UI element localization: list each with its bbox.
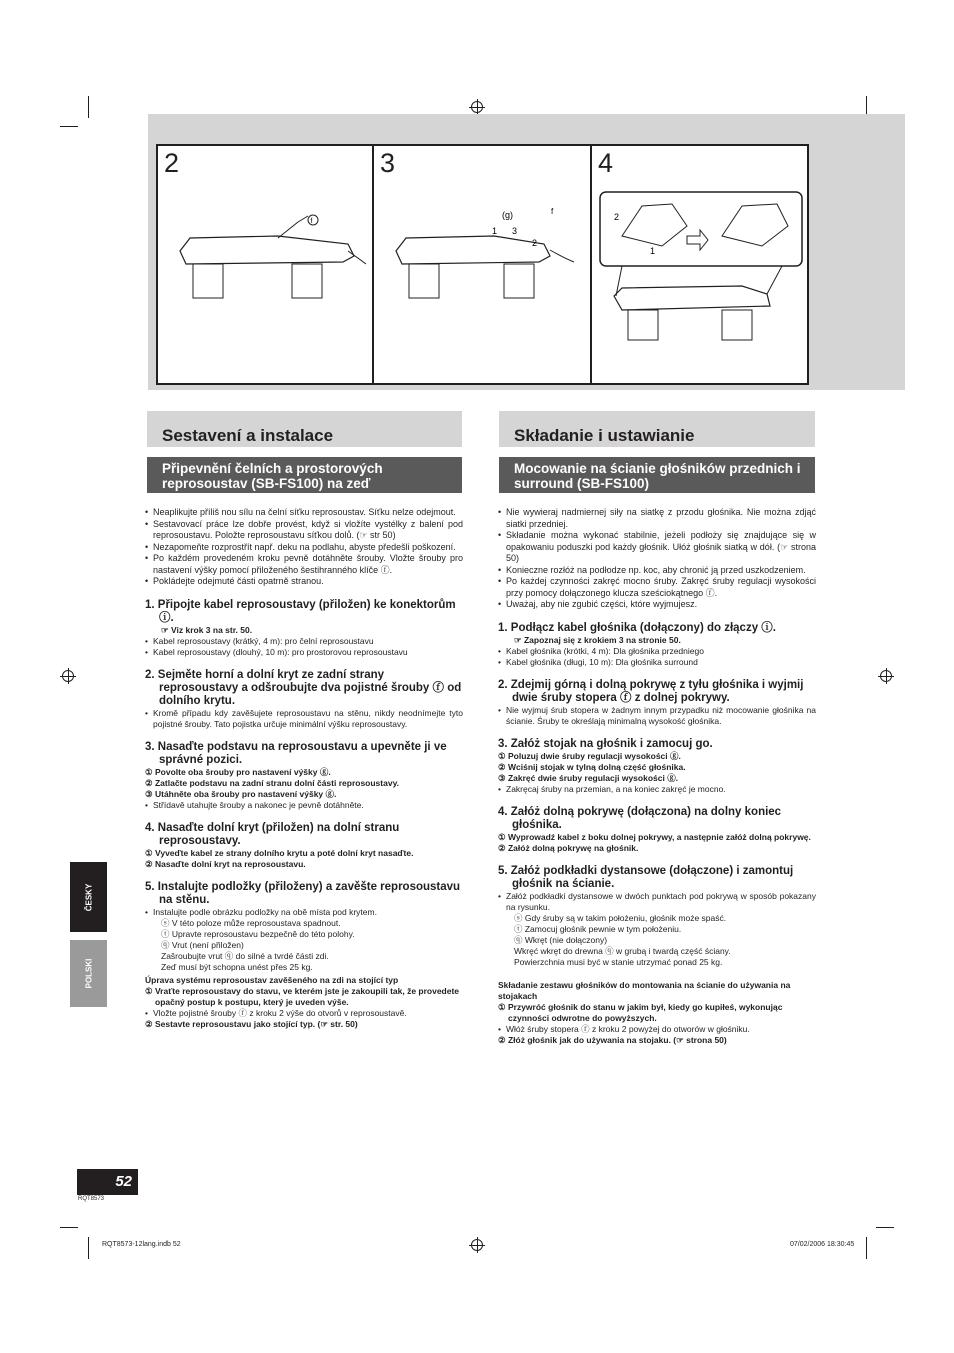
subsection-title-left: Připevnění čelních a prostorových reprosoustav (SB-FS100) na zeď <box>147 457 462 493</box>
speaker-illustration <box>592 146 809 383</box>
restore-item: ① Przywróć głośnik do stanu w jakim był, kiedy go kupiłeś, wykonując czynności odwrotne do powyższych. <box>498 1001 783 1023</box>
step-item: ③ Utáhněte oba šrouby pro nastavení výšky ⓖ. <box>145 788 337 799</box>
step-title: 1. Podłącz kabel głośnika (dołączony) do złączy ⓘ. <box>498 621 776 634</box>
step-line: ⓣ Zamocuj głośnik pewnie w tym położeniu. <box>514 923 682 934</box>
column-right <box>498 507 816 1046</box>
restore-bullet: • Włóż śruby stopera ⓕ z kroku 2 powyżej do otworów w głośniku. <box>498 1024 816 1035</box>
step-item: ① Wyprowadź kabel z boku dolnej pokrywy, a następnie załóż dolną pokrywę. <box>498 831 811 842</box>
panel-number: 4 <box>598 148 614 178</box>
step-line: ⓢ Gdy śruby są w takim położeniu, głośnik może spaść. <box>514 912 727 923</box>
note-item: • Po każdej czynności zakręć mocno śruby. Zakręć śruby regulacji wysokości przy pomocy dołączonego klucza sześciokątnego ⓕ. <box>498 576 816 599</box>
step-title: 5. Załóż podkładki dystansowe (dołączone) i zamontuj głośnik na ścianie. <box>498 864 794 890</box>
figure-panel-2 <box>158 146 374 383</box>
step-line: ⓠ Wkręt (nie dołączony) <box>514 934 608 945</box>
step-bullet: • Kabel reprosoustavy (dlouhý, 10 m): pro prostorovou reprosoustavu <box>145 647 463 658</box>
registration-mark-icon <box>471 101 483 113</box>
step-line: Zeď musí být schopna unést přes 25 kg. <box>161 961 313 972</box>
step-bullet: • Nie wyjmuj śrub stopera w żadnym innym przypadku niż mocowanie głośnika na ścianie. Śruby te określają minimalną wysokość głośnika. <box>498 705 816 727</box>
speaker-illustration <box>158 146 372 383</box>
subsection-title-right: Mocowanie na ścianie głośników przednich i surround (SB-FS100) <box>499 457 815 493</box>
speaker-illustration <box>374 146 590 383</box>
panel-number: 3 <box>380 148 396 178</box>
step-title: 3. Załóż stojak na głośnik i zamocuj go. <box>498 737 713 750</box>
crop-mark <box>88 1237 89 1259</box>
file-info: RQT8573-12lang.indb 52 <box>102 1241 181 1248</box>
note-item: • Uważaj, aby nie zgubić części, które wyjmujesz. <box>498 599 816 611</box>
callout-label: f <box>551 207 554 216</box>
crop-mark <box>60 1227 78 1228</box>
note-item: • Neaplikujte příliš nou sílu na čelní síťku reprosoustav. Síťku nelze odejmout. <box>145 507 463 519</box>
note-item: • Pokládejte odejmuté části opatrně stranou. <box>145 576 463 588</box>
step-bullet: • Instalujte podle obrázku podložky na obě místa pod krytem. <box>145 907 463 918</box>
date-time: 07/02/2006 18:30:45 <box>790 1241 855 1248</box>
language-tab-label: POLSKI <box>84 958 93 989</box>
step-bullet: • Střídavě utahujte šrouby a nakonec je pevně dotáhněte. <box>145 800 463 811</box>
step-title: 1. Připojte kabel reprosoustavy (přiložen) ke konektorům ⓘ. <box>145 598 456 624</box>
panel-number: 2 <box>164 148 180 178</box>
step-line: Powierzchnia musi być w stanie utrzymać ponad 25 kg. <box>514 956 723 967</box>
step-item: ② Załóż dolną pokrywę na głośnik. <box>498 842 639 853</box>
callout-label: (g) <box>502 210 513 220</box>
step-reference: ☞ Viz krok 3 na str. 50. <box>161 624 253 635</box>
note-item: • Konieczne rozłóż na podłodze np. koc, aby chronić ją przed uszkodzeniem. <box>498 565 816 577</box>
figure-panel-3 <box>374 146 592 383</box>
callout-label: 2 <box>532 238 538 248</box>
column-left <box>145 507 463 1030</box>
note-item: • Sestavovací práce lze dobře provést, když si vložíte vystélky z balení pod reprosoustavu. Položte reprosoustavu síťkou dolů. (☞ str 50) <box>145 519 463 542</box>
crop-mark <box>876 1227 894 1228</box>
figure-box <box>156 144 809 385</box>
registration-mark-icon <box>62 670 74 682</box>
crop-mark <box>866 1237 867 1259</box>
step-title: 2. Zdejmij górną i dolną pokrywę z tyłu głośnika i wyjmij dwie śruby stopera ⓕ z dolnej pokrywy. <box>498 678 804 704</box>
figure-panel-4 <box>592 146 811 383</box>
step-title: 4. Nasaďte dolní kryt (přiložen) na dolní stranu reprosoustavy. <box>145 821 400 847</box>
section-title-right: Składanie i ustawianie <box>499 411 815 447</box>
step-bullet: • Zakręcaj śruby na przemian, a na koniec zakręć je mocno. <box>498 784 816 795</box>
language-tab-label: ČESKY <box>84 883 93 911</box>
step-title: 3. Nasaďte podstavu na reprosoustavu a upevněte ji ve správné pozici. <box>145 740 447 766</box>
callout-label: 2 <box>614 212 620 222</box>
note-item: • Składanie można wykonać stabilnie, jeżeli podłoży się znajdujące się w opakowaniu poduszki pod każdy głośnik. Ułóż głośnik siatką w dół. (☞ strona 50) <box>498 530 816 565</box>
crop-mark <box>88 96 89 118</box>
crop-mark <box>60 126 78 127</box>
callout-label: 3 <box>512 226 518 236</box>
language-tab-polish <box>70 940 107 1007</box>
step-title: 2. Sejměte horní a dolní kryt ze zadní strany reprosoustavy a odšroubujte dva pojistné šrouby ⓕ od dolního krytu. <box>145 668 462 707</box>
step-item: ② Nasaďte dolní kryt na reprosoustavu. <box>145 858 306 869</box>
step-reference: ☞ Zapoznaj się z krokiem 3 na stronie 50. <box>514 634 681 645</box>
step-bullet: • Kabel głośnika (długi, 10 m): Dla głośnika surround <box>498 657 816 668</box>
page-number: 52 <box>77 1169 138 1195</box>
restore-item: ① Vraťte reprosoustavy do stavu, ve kterém jste je zakoupili tak, že provedete opačný postup k postupu, který je uveden výše. <box>145 985 460 1007</box>
callout-label: 1 <box>492 226 498 236</box>
restore-title: Składanie zestawu głośników do montowania na ścianie do używania na stojakach <box>498 979 791 1001</box>
step-item: ② Wciśnij stojak w tylną dolną część głośnika. <box>498 761 686 772</box>
restore-bullet: • Vložte pojistné šrouby ⓕ z kroku 2 výše do otvorů v reprosoustavě. <box>145 1008 463 1019</box>
note-item: • Nie wywieraj nadmiernej siły na siatkę z przodu głośnika. Nie można zdjąć siatki przedniej. <box>498 507 816 530</box>
step-line: ⓢ V této poloze může reprosoustava spadnout. <box>161 917 341 928</box>
note-item: • Po každém provedeném kroku pevně dotáhněte šrouby. Vložte šrouby pro nastavení výšky pomocí přiloženého šestihranného klíče ⓕ. <box>145 553 463 576</box>
step-line: ⓣ Upravte reprosoustavu bezpečně do této polohy. <box>161 928 355 939</box>
step-bullet: • Kabel reprosoustavy (krátký, 4 m): pro čelní reprosoustavu <box>145 636 463 647</box>
restore-item: ② Złóż głośnik jak do używania na stojaku. (☞ strona 50) <box>498 1034 727 1045</box>
registration-mark-icon <box>471 1239 483 1251</box>
step-item: ① Poluzuj dwie śruby regulacji wysokości ⓖ. <box>498 750 681 761</box>
section-title-left: Sestavení a instalace <box>147 411 462 447</box>
step-title: 4. Załóż dolną pokrywę (dołączona) na dolny koniec głośnika. <box>498 805 782 831</box>
restore-title: Úprava systému reprosoustav zavěšeného na zdi na stojící typ <box>145 974 399 985</box>
step-item: ① Povolte oba šrouby pro nastavení výšky ⓖ. <box>145 766 331 777</box>
step-bullet: • Kabel głośnika (krótki, 4 m): Dla głośnika przedniego <box>498 646 816 657</box>
step-bullet: • Kromě případu kdy zavěšujete reprosoustavu na stěnu, nikdy neodnímejte tyto pojistné šrouby. Tato pojistka určuje minimální výšku reprosoustavy. <box>145 708 463 730</box>
callout-label: 1 <box>650 246 656 256</box>
callout-label: f <box>310 218 313 225</box>
step-line: Wkręć wkręt do drewna ⓠ w grubą i twardą część ściany. <box>514 945 731 956</box>
step-item: ② Zatlačte podstavu na zadní stranu dolní části reprosoustavy. <box>145 777 400 788</box>
note-item: • Nezapomeňte rozprostřít např. deku na podlahu, abyste předešli poškození. <box>145 542 463 554</box>
step-title: 5. Instalujte podložky (přiloženy) a zavěšte reprosoustavu na stěnu. <box>145 880 461 906</box>
step-item: ③ Zakręć dwie śruby regulacji wysokości ⓖ. <box>498 772 679 783</box>
step-item: ① Vyveďte kabel ze strany dolního krytu a poté dolní kryt nasaďte. <box>145 847 414 858</box>
step-line: Zašroubujte vrut ⓠ do silné a tvrdé části zdi. <box>161 950 329 961</box>
restore-item: ② Sestavte reprosoustavu jako stojící typ. (☞ str. 50) <box>145 1018 358 1029</box>
step-bullet: • Załóż podkładki dystansowe w dwóch punktach pod pokrywą w sposób pokazany na rysunku. <box>498 891 816 913</box>
step-line: ⓠ Vrut (není přiložen) <box>161 939 244 950</box>
registration-mark-icon <box>880 670 892 682</box>
language-tab-czech <box>70 862 107 932</box>
doc-code: RQT8573 <box>78 1196 105 1202</box>
